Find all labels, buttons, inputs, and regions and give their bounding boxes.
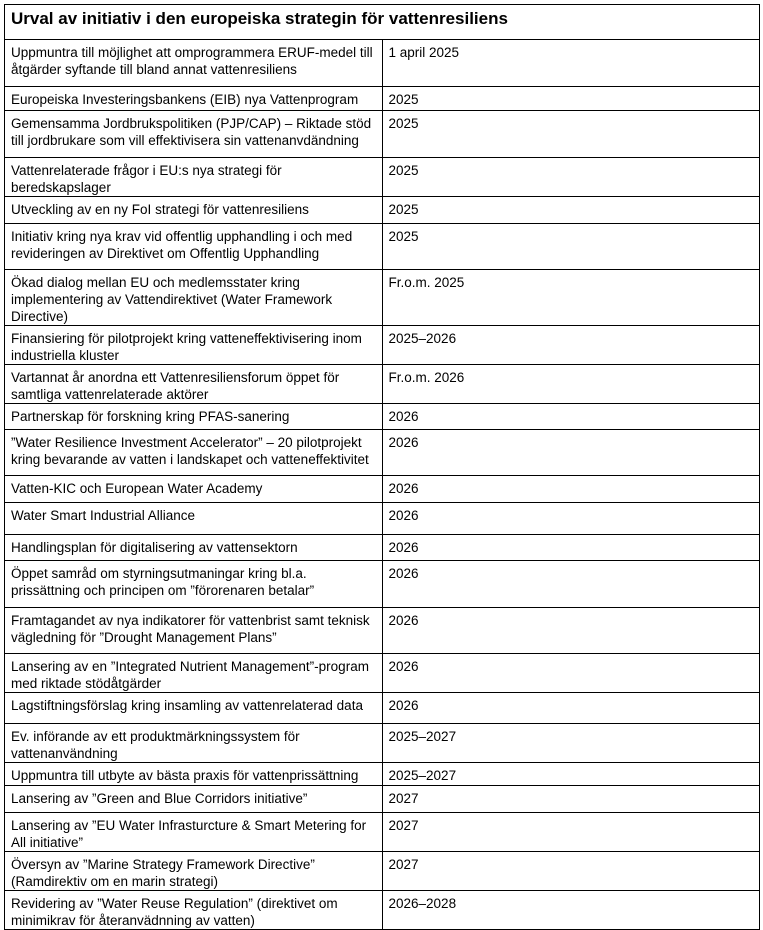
initiative-cell: Lansering av en ”Integrated Nutrient Management”-program med riktade stödåtgärder xyxy=(5,654,383,693)
date-cell: 2025–2026 xyxy=(382,326,760,365)
table-row xyxy=(5,852,760,891)
initiative-cell: Vattenrelaterade frågor i EU:s nya strategi för beredskapslager xyxy=(5,158,383,197)
date-cell: 2026 xyxy=(382,654,760,693)
initiative-cell: Uppmuntra till utbyte av bästa praxis för vattenprissättning xyxy=(5,763,383,786)
initiative-cell: Ökad dialog mellan EU och medlemsstater kring implementering av Vattendirektivet (Water Framework Directive) xyxy=(5,270,383,326)
date-cell: 2026 xyxy=(382,404,760,430)
date-cell: 2026 xyxy=(382,503,760,535)
table-row xyxy=(5,365,760,404)
date-cell: 2027 xyxy=(382,786,760,813)
date-cell: 2025 xyxy=(382,158,760,197)
initiative-cell: Finansiering för pilotprojekt kring vatteneffektivisering inom industriella kluster xyxy=(5,326,383,365)
table-row xyxy=(5,654,760,693)
table-row xyxy=(5,326,760,365)
date-cell: 2026 xyxy=(382,693,760,724)
date-cell: 2025 xyxy=(382,87,760,111)
table-header-row xyxy=(5,5,760,40)
initiative-cell: Vartannat år anordna ett Vattenresiliensforum öppet för samtliga vattenrelaterade aktörer xyxy=(5,365,383,404)
table-row xyxy=(5,535,760,561)
initiative-cell: Ev. införande av ett produktmärkningssystem för vattenanvändning xyxy=(5,724,383,763)
table-row xyxy=(5,476,760,503)
table-row xyxy=(5,891,760,930)
table-row xyxy=(5,786,760,813)
table-row xyxy=(5,270,760,326)
date-cell: 2025 xyxy=(382,111,760,158)
initiative-cell: ”Water Resilience Investment Accelerator” – 20 pilotprojekt kring bevarande av vatten i landskapet och vatteneffektivitet xyxy=(5,430,383,476)
date-cell: 2027 xyxy=(382,813,760,852)
date-cell: 1 april 2025 xyxy=(382,40,760,87)
table-row xyxy=(5,224,760,270)
date-cell: 2026 xyxy=(382,476,760,503)
initiative-cell: Öppet samråd om styrningsutmaningar kring bl.a. prissättning och principen om ”förorenaren betalar” xyxy=(5,561,383,608)
initiative-cell: Initiativ kring nya krav vid offentlig upphandling i och med revideringen av Direktivet om Offentlig Upphandling xyxy=(5,224,383,270)
table-row xyxy=(5,197,760,224)
initiative-cell: Handlingsplan för digitalisering av vattensektorn xyxy=(5,535,383,561)
table-row xyxy=(5,158,760,197)
initiative-cell: Europeiska Investeringsbankens (EIB) nya Vattenprogram xyxy=(5,87,383,111)
table-row xyxy=(5,404,760,430)
initiatives-table xyxy=(4,4,760,930)
date-cell: 2025–2027 xyxy=(382,763,760,786)
table-row xyxy=(5,763,760,786)
date-cell: 2026 xyxy=(382,535,760,561)
initiatives-table-container xyxy=(4,4,760,930)
date-cell: 2026–2028 xyxy=(382,891,760,930)
date-cell: 2026 xyxy=(382,430,760,476)
initiative-cell: Framtagandet av nya indikatorer för vattenbrist samt teknisk vägledning för ”Drought Management Plans” xyxy=(5,608,383,654)
table-row xyxy=(5,503,760,535)
initiative-cell: Översyn av ”Marine Strategy Framework Directive” (Ramdirektiv om en marin strategi) xyxy=(5,852,383,891)
initiative-cell: Lagstiftningsförslag kring insamling av vattenrelaterad data xyxy=(5,693,383,724)
date-cell: 2027 xyxy=(382,852,760,891)
table-row xyxy=(5,111,760,158)
table-row xyxy=(5,40,760,87)
table-row xyxy=(5,430,760,476)
date-cell: 2025 xyxy=(382,224,760,270)
date-cell: 2026 xyxy=(382,561,760,608)
initiative-cell: Utveckling av en ny FoI strategi för vattenresiliens xyxy=(5,197,383,224)
table-row xyxy=(5,813,760,852)
table-row xyxy=(5,724,760,763)
table-row xyxy=(5,87,760,111)
date-cell: 2026 xyxy=(382,608,760,654)
date-cell: 2025 xyxy=(382,197,760,224)
initiative-cell: Revidering av ”Water Reuse Regulation” (direktivet om minimikrav för återanvädnning av vatten) xyxy=(5,891,383,930)
initiative-cell: Uppmuntra till möjlighet att omprogrammera ERUF-medel till åtgärder syftande till bland annat vattenresiliens xyxy=(5,40,383,87)
table-title: Urval av initiativ i den europeiska strategin för vattenresiliens xyxy=(5,5,760,40)
initiative-cell: Lansering av ”EU Water Infrasturcture & Smart Metering for All initiative” xyxy=(5,813,383,852)
initiative-cell: Partnerskap för forskning kring PFAS-sanering xyxy=(5,404,383,430)
initiative-cell: Vatten-KIC och European Water Academy xyxy=(5,476,383,503)
table-row xyxy=(5,561,760,608)
initiative-cell: Water Smart Industrial Alliance xyxy=(5,503,383,535)
date-cell: 2025–2027 xyxy=(382,724,760,763)
table-row xyxy=(5,693,760,724)
date-cell: Fr.o.m. 2025 xyxy=(382,270,760,326)
date-cell: Fr.o.m. 2026 xyxy=(382,365,760,404)
table-row xyxy=(5,608,760,654)
initiative-cell: Lansering av ”Green and Blue Corridors initiative” xyxy=(5,786,383,813)
table-body xyxy=(5,40,760,930)
initiative-cell: Gemensamma Jordbrukspolitiken (PJP/CAP) – Riktade stöd till jordbrukare som vill effektivisera sin vattenanvdändning xyxy=(5,111,383,158)
